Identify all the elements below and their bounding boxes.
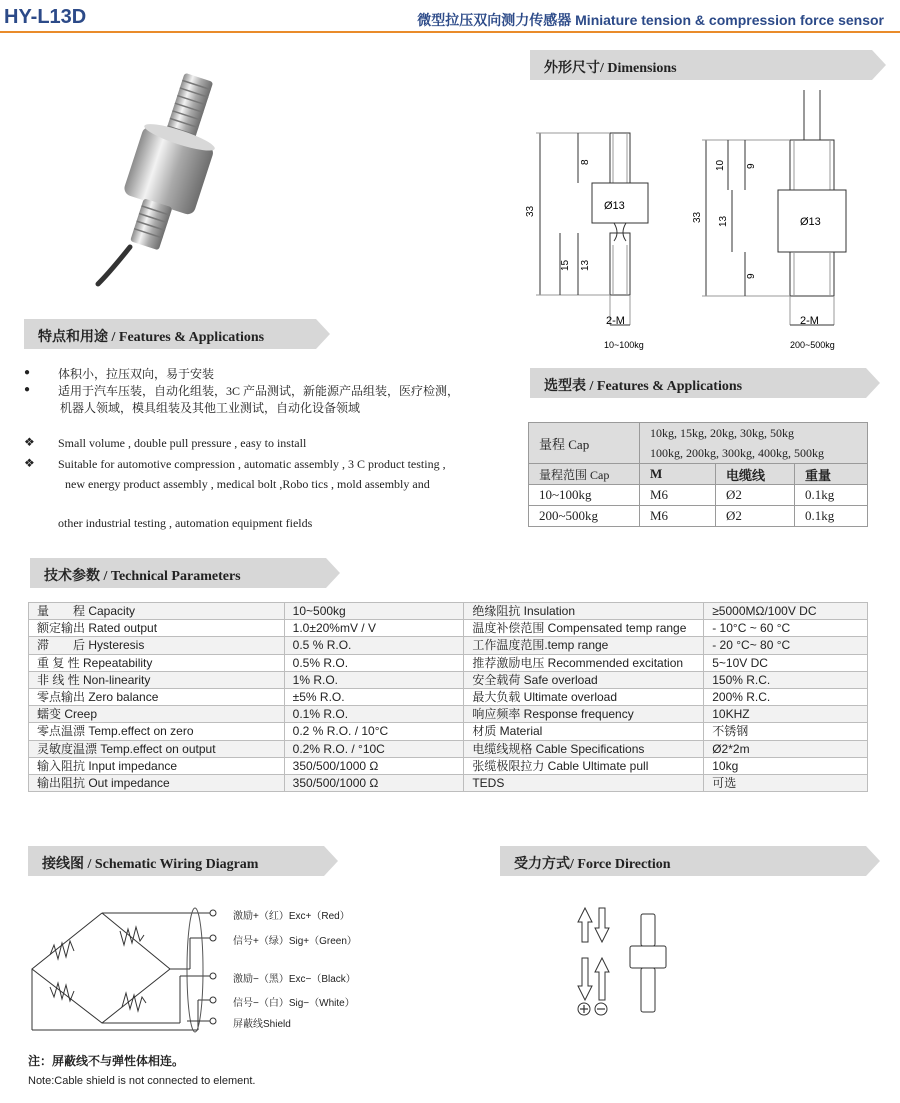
tech-param-value: - 10°C ~ 60 °C [704, 620, 868, 637]
features-banner [24, 319, 330, 349]
dim-caption-large: 200~500kg [790, 340, 835, 350]
tech-param-name: 绝缘阻抗 Insulation [464, 603, 704, 620]
selection-cell: M6 [640, 506, 716, 527]
tech-row [29, 757, 868, 774]
tech-param-name: 零点温漂 Temp.effect on zero [29, 723, 285, 740]
tech-row [29, 671, 868, 688]
model-number: HY-L13D [4, 6, 87, 28]
product-title [417, 10, 884, 30]
tech-param-name: 工作温度范围.temp range [464, 637, 704, 654]
feature-bullet-cn-1: ● [24, 367, 31, 378]
tech-param-value: 200% R.C. [704, 688, 868, 705]
tech-param-value: 0.2% R.O. / °10C [284, 740, 464, 757]
tech-param-value: 1% R.O. [284, 671, 464, 688]
feature-bullet-en-2: ❖ [24, 456, 35, 470]
dim-thread-small: 2-M [606, 315, 625, 327]
tech-param-value: 10KHZ [704, 706, 868, 723]
selection-header-thread: M [640, 464, 716, 485]
feature-bullet-cn-2: ● [24, 384, 31, 395]
tech-row [29, 740, 868, 757]
dim-bottom-len-small: 15 [560, 259, 571, 271]
tech-param-name: 零点输出 Zero balance [29, 688, 285, 705]
wire-exc-plus: 激励+（红）Exc+（Red） [233, 911, 350, 922]
wiring-heading: 接线图 / Schematic Wiring Diagram [42, 857, 259, 872]
dimension-drawing-large [690, 85, 850, 355]
tech-param-name: 滞 后 Hysteresis [29, 637, 285, 654]
wiring-banner [28, 846, 338, 876]
feature-cn-3: 机器人领域，模具组装及其他工业测试，自动化设备领域 [60, 401, 361, 415]
selection-table [528, 422, 868, 527]
selection-cap-line-1: 10kg, 15kg, 20kg, 30kg, 50kg [650, 426, 794, 440]
tech-row [29, 654, 868, 671]
tech-param-name: 最大负载 Ultimate overload [464, 688, 704, 705]
tech-param-name: 量 程 Capacity [29, 603, 285, 620]
selection-cell: Ø2 [716, 485, 795, 506]
dim-total-small: 33 [525, 205, 536, 217]
product-photo [90, 72, 240, 290]
tech-param-value: Ø2*2m [704, 740, 868, 757]
feature-en-3: new energy product assembly , medical bolt ,Robo tics , mold assembly and [65, 477, 430, 491]
selection-cell: M6 [640, 485, 716, 506]
arrow-up-icon [595, 958, 609, 1000]
selection-cell: 0.1kg [795, 506, 868, 527]
dim-thread-large: 2-M [800, 315, 819, 327]
feature-en-1: Small volume , double pull pressure , easy to install [58, 436, 307, 450]
tech-param-value: 0.1% R.O. [284, 706, 464, 723]
tech-param-value: 0.5 % R.O. [284, 637, 464, 654]
features-heading: 特点和用途 / Features & Applications [38, 330, 265, 345]
tech-param-name: 电缆线规格 Cable Specifications [464, 740, 704, 757]
dim-diameter-large: Ø13 [800, 216, 821, 228]
dim-total-large: 33 [692, 211, 703, 223]
tech-row [29, 637, 868, 654]
tech-param-name: 额定输出 Rated output [29, 620, 285, 637]
tech-row [29, 688, 868, 705]
dim-top-thread-large: 9 [746, 163, 757, 169]
tech-row [29, 774, 868, 791]
tech-param-name: 输入阻抗 Input impedance [29, 757, 285, 774]
tech-param-value: 10~500kg [284, 603, 464, 620]
selection-header-weight: 重量 [795, 464, 868, 485]
tech-param-value: 5~10V DC [704, 654, 868, 671]
technical-banner [30, 558, 340, 588]
feature-bullet-en-1: ❖ [24, 435, 35, 449]
tech-row [29, 706, 868, 723]
wire-sig-minus: 信号−（白）Sig−（White） [233, 998, 355, 1009]
tech-param-name: 输出阻抗 Out impedance [29, 774, 285, 791]
dim-top-thread-small: 8 [580, 159, 591, 165]
force-banner [500, 846, 880, 876]
selection-row [529, 485, 868, 506]
tech-param-value: 可选 [704, 774, 868, 791]
feature-cn-1: 体积小，拉压双向，易于安装 [58, 367, 215, 381]
tech-param-value: 0.5% R.O. [284, 654, 464, 671]
wire-shield: 屏蔽线Shield [233, 1019, 291, 1030]
tech-param-value: ±5% R.O. [284, 688, 464, 705]
tech-param-value: 10kg [704, 757, 868, 774]
tech-row [29, 620, 868, 637]
force-heading: 受力方式/ Force Direction [514, 857, 671, 872]
selection-header-range: 量程范围 Cap [529, 464, 640, 485]
selection-cap-label: 量程 Cap [529, 423, 640, 464]
selection-heading: 选型表 / Features & Applications [544, 379, 743, 394]
tech-param-value: - 20 °C~ 80 °C [704, 637, 868, 654]
dim-caption-small: 10~100kg [604, 340, 644, 350]
tech-param-value: 0.2 % R.O. / 10°C [284, 723, 464, 740]
selection-cap-values [640, 423, 868, 464]
selection-row [529, 506, 868, 527]
force-direction-diagram [570, 900, 680, 1020]
wire-exc-minus: 激励−（黑）Exc−（Black） [233, 974, 356, 985]
tech-param-name: 灵敏度温漂 Temp.effect on output [29, 740, 285, 757]
dim-bottom-thread-large: 9 [746, 273, 757, 279]
wiring-diagram [20, 895, 230, 1035]
tech-param-name: 推荐激励电压 Recommended excitation [464, 654, 704, 671]
arrow-down-icon [595, 908, 609, 942]
tech-row [29, 723, 868, 740]
tech-row [29, 603, 868, 620]
selection-cell: Ø2 [716, 506, 795, 527]
arrow-up-icon [578, 908, 592, 942]
selection-cell: 0.1kg [795, 485, 868, 506]
header-divider [0, 31, 900, 33]
wire-sig-plus: 信号+（绿）Sig+（Green） [233, 936, 357, 947]
note-cn: 注：屏蔽线不与弹性体相连。 [28, 1054, 185, 1068]
tech-param-name: 张缆极限拉力 Cable Ultimate pull [464, 757, 704, 774]
tech-param-value: ≥5000MΩ/100V DC [704, 603, 868, 620]
feature-cn-2: 适用于汽车压装，自动化组装，3C 产品测试，新能源产品组装，医疗检测， [58, 384, 460, 398]
dim-top-len-large: 10 [715, 159, 726, 171]
selection-header-cable: 电缆线 [716, 464, 795, 485]
dim-bottom-thread-small: 13 [580, 259, 591, 271]
selection-cap-row [529, 423, 868, 464]
dim-diameter-small: Ø13 [604, 200, 625, 212]
technical-table [28, 602, 868, 792]
selection-cell: 200~500kg [529, 506, 640, 527]
selection-cell: 10~100kg [529, 485, 640, 506]
selection-banner [530, 368, 880, 398]
tech-param-value: 不锈钢 [704, 723, 868, 740]
dim-body-large: 13 [718, 215, 729, 227]
feature-en-2: Suitable for automotive compression , automatic assembly , 3 C product testing , [58, 457, 446, 471]
dimension-drawing-small [525, 85, 670, 355]
tech-param-name: 非 线 性 Non-linearity [29, 671, 285, 688]
note-en: Note:Cable shield is not connected to element. [28, 1075, 256, 1087]
technical-heading: 技术参数 / Technical Parameters [44, 569, 241, 584]
tech-param-name: 材质 Material [464, 723, 704, 740]
tech-param-name: 温度补偿范围 Compensated temp range [464, 620, 704, 637]
dimensions-banner [530, 50, 886, 80]
selection-cap-line-2: 100kg, 200kg, 300kg, 400kg, 500kg [650, 446, 824, 460]
product-title-en: Miniature tension & compression force sensor [575, 12, 884, 28]
tech-param-name: 安全载荷 Safe overload [464, 671, 704, 688]
tech-param-value: 350/500/1000 Ω [284, 774, 464, 791]
tech-param-value: 1.0±20%mV / V [284, 620, 464, 637]
product-title-cn: 微型拉压双向测力传感器 [417, 12, 572, 28]
tech-param-value: 350/500/1000 Ω [284, 757, 464, 774]
tech-param-value: 150% R.C. [704, 671, 868, 688]
tech-param-name: 响应频率 Response frequency [464, 706, 704, 723]
selection-header-row [529, 464, 868, 485]
tech-param-name: 蠕变 Creep [29, 706, 285, 723]
dimensions-heading: 外形尺寸/ Dimensions [544, 61, 677, 76]
tech-param-name: 重 复 性 Repeatability [29, 654, 285, 671]
arrow-down-icon [578, 958, 592, 1000]
feature-en-4: other industrial testing , automation equipment fields [58, 516, 313, 530]
tech-param-name: TEDS [464, 774, 704, 791]
